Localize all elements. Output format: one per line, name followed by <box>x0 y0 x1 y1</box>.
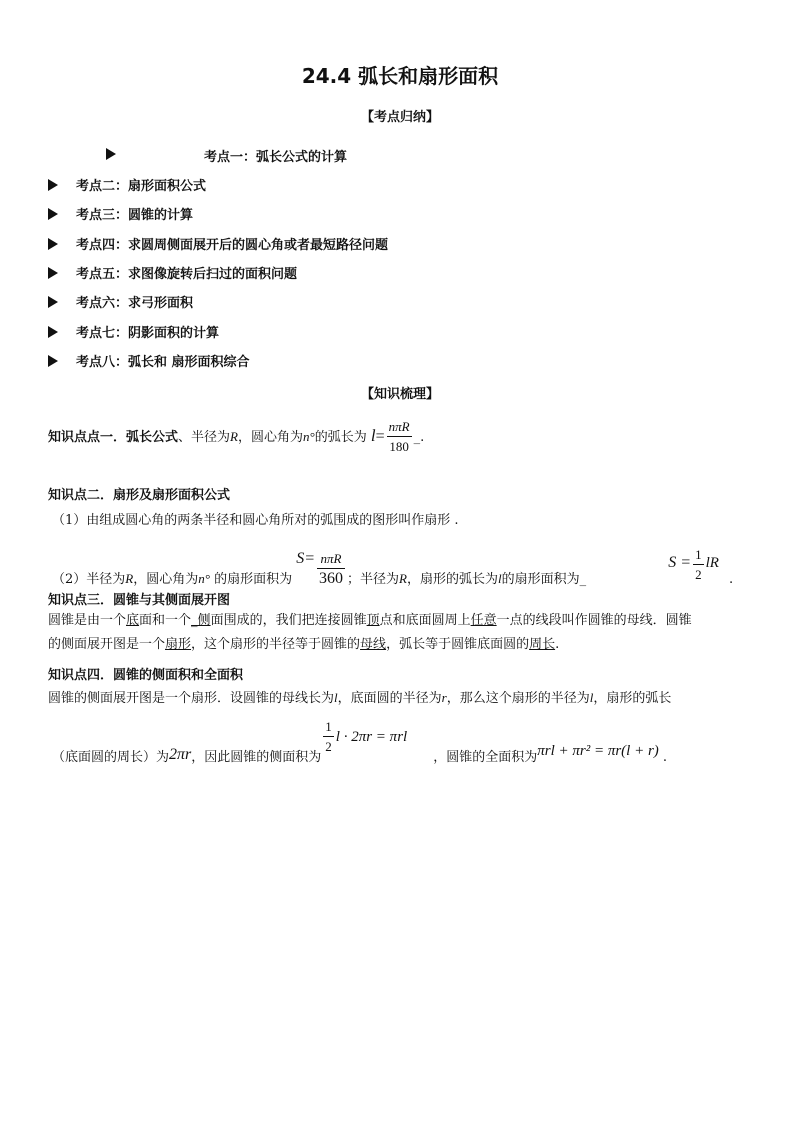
kaodian-header: 【考点归纳】 <box>360 110 439 125</box>
math-var: R <box>399 571 407 586</box>
lateral-area-expr: l · 2πr = πrl <box>335 729 408 745</box>
arc-length-fraction <box>387 418 412 457</box>
fraction-numerator: nπR <box>387 418 412 437</box>
text: 圆锥是由一个 <box>48 613 127 628</box>
underlined-term: 扇形 <box>165 637 192 652</box>
kaodian-item-2 <box>48 175 206 194</box>
text: ，那么这个扇形的半径为 <box>446 691 590 706</box>
section-heading: 知识点三．圆锥与其侧面展开图 <box>48 593 231 608</box>
text: 的扇形面积为_ <box>501 572 587 587</box>
math-var: S= <box>296 550 316 567</box>
kaodian-item-6 <box>48 292 193 311</box>
kaodian-item-label: 考点三：圆锥的计算 <box>76 208 194 223</box>
section-arc-length <box>48 418 424 457</box>
math-var: r <box>441 690 447 705</box>
text: . <box>728 572 734 587</box>
line <box>48 612 758 630</box>
kaodian-item-label: 考点四：求圆周侧面展开后的圆心角或者最短路径问题 <box>76 238 389 253</box>
text: 的扇形面积为 <box>209 572 293 587</box>
math-var: l <box>370 426 376 445</box>
sector-area-formulas <box>52 538 734 587</box>
arrow-bullet-icon <box>106 148 116 160</box>
math-eq: = <box>375 428 385 445</box>
arrow-bullet-icon <box>48 208 58 220</box>
text: ；半径为 <box>347 572 400 587</box>
text: ，圆心角为 <box>133 572 199 587</box>
underlined-term: _侧 <box>191 613 211 628</box>
underlined-term: 母线 <box>360 637 387 652</box>
text: 的侧面展开图是一个 <box>48 637 166 652</box>
arrow-bullet-icon <box>48 179 58 191</box>
fraction-numerator: 1 <box>323 718 334 737</box>
kaodian-item-4 <box>48 234 388 253</box>
text: ，扇形的弧长 <box>593 691 672 706</box>
text: ，因此圆锥的侧面积为 <box>191 750 322 765</box>
fraction-denominator: 2 <box>695 567 702 582</box>
fraction-numerator: nπR <box>317 550 345 569</box>
text: （2）半径为 <box>52 572 126 587</box>
math-var: l <box>589 690 594 705</box>
page-title: 24.4 弧长和扇形面积 <box>301 64 499 88</box>
math-var: S = <box>668 554 692 571</box>
section-heading: 知识点点一．弧长公式 <box>48 430 179 445</box>
math-var: lR <box>705 555 719 571</box>
math-var: l <box>334 690 338 705</box>
underlined-term: 周长 <box>529 637 556 652</box>
arrow-bullet-icon <box>48 238 58 250</box>
text: . <box>555 637 560 652</box>
text: ，扇形的弧长为 <box>407 572 499 587</box>
text: ，圆锥的全面积为 <box>433 750 538 765</box>
text: 面围成的，我们把连接圆锥 <box>210 613 367 628</box>
kaodian-item-5 <box>48 263 297 282</box>
underlined-term: 底 <box>126 613 140 628</box>
kaodian-item-3 <box>48 204 193 223</box>
cone-area-line-2 <box>52 716 667 765</box>
kaodian-item-8 <box>48 351 250 370</box>
kaodian-item-label: 考点一：弧长公式的计算 <box>204 150 348 165</box>
cone-area-line-1 <box>48 689 671 708</box>
text: 面和一个 <box>139 613 192 628</box>
math-var: n° <box>198 571 210 586</box>
total-area-expr: πrl + πr² = πr(l + r) <box>537 743 659 759</box>
fraction-denominator: 180 <box>389 439 409 454</box>
half-fraction <box>323 718 334 757</box>
sector-area-fraction <box>317 550 345 589</box>
text: 圆锥的侧面展开图是一个扇形．设圆锥的母线长为 <box>48 691 335 706</box>
fraction-numerator: 1 <box>693 546 704 565</box>
math-var: R <box>125 571 134 586</box>
arrow-bullet-icon <box>48 296 58 308</box>
arrow-bullet-icon <box>48 326 58 338</box>
text: ，圆心角为 <box>237 430 303 445</box>
sector-definition: （1）由组成圆心角的两条半径和圆心角所对的弧围成的图形叫作扇形 . <box>52 513 459 528</box>
underlined-term: 顶 <box>366 613 380 628</box>
text: . <box>662 750 667 765</box>
fraction-denominator: 2 <box>325 739 332 754</box>
underlined-term: 任意 <box>470 613 497 628</box>
circumference-expr: 2πr <box>169 746 192 763</box>
text: ，这个扇形的半径等于圆锥的 <box>191 637 361 652</box>
section-heading: 知识点二．扇形及扇形面积公式 <box>48 488 231 503</box>
kaodian-item-7 <box>48 322 219 341</box>
kaodian-item-label: 考点二：扇形面积公式 <box>76 179 207 194</box>
arrow-bullet-icon <box>48 267 58 279</box>
section-heading: 知识点四．圆锥的侧面积和全面积 <box>48 668 244 683</box>
text: 的弧长为 <box>314 430 367 445</box>
kaodian-item-label: 考点八：弧长和 扇形面积综合 <box>76 355 250 370</box>
text: 、半径为 <box>178 430 231 445</box>
math-var: n° <box>303 429 315 444</box>
arrow-bullet-icon <box>48 355 58 367</box>
math-var: l <box>498 571 502 586</box>
fraction-denominator: 360 <box>319 570 344 587</box>
text: 一点的线段叫作圆锥的母线．圆锥 <box>496 613 692 628</box>
half-fraction <box>693 546 704 585</box>
kaodian-item-label: 考点五：求图像旋转后扫过的面积问题 <box>76 267 298 282</box>
kaodian-item-label: 考点七：阴影面积的计算 <box>76 326 220 341</box>
math-var: R <box>230 429 238 444</box>
zhishi-header: 【知识梳理】 <box>360 387 439 402</box>
text: 点和底面圆周上 <box>379 613 471 628</box>
kaodian-item-label: 考点六：求弓形面积 <box>76 296 194 311</box>
cone-paragraph <box>48 612 758 654</box>
text: ，底面圆的半径为 <box>337 691 442 706</box>
line <box>48 636 758 654</box>
text: （底面圆的周长）为 <box>52 750 170 765</box>
text: ，弧长等于圆锥底面圆的 <box>386 637 530 652</box>
text: _. <box>413 430 425 445</box>
